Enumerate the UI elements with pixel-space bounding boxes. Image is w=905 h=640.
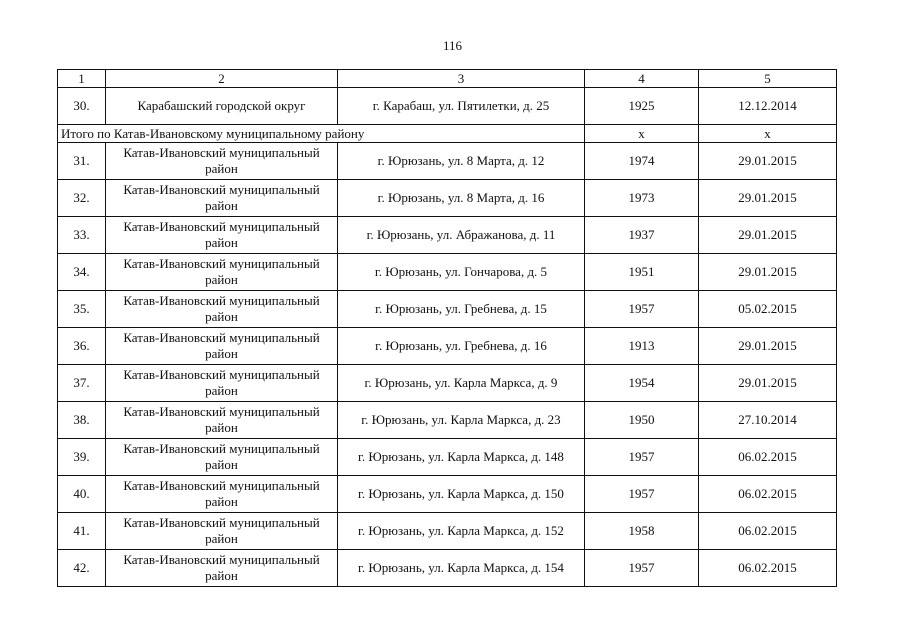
municipality-cell: Катав-Ивановский муниципальный район — [106, 550, 338, 587]
municipality-cell: Катав-Ивановский муниципальный район — [106, 402, 338, 439]
subtotal-row — [58, 125, 837, 143]
subtotal-year-cell: х — [585, 125, 699, 143]
municipality-cell: Катав-Ивановский муниципальный район — [106, 476, 338, 513]
date-cell: 27.10.2014 — [699, 402, 837, 439]
table-row — [58, 88, 837, 125]
year-cell: 1957 — [585, 439, 699, 476]
table-row — [58, 328, 837, 365]
row-number-cell: 39. — [58, 439, 106, 476]
year-cell: 1957 — [585, 476, 699, 513]
date-cell: 29.01.2015 — [699, 143, 837, 180]
address-cell: г. Юрюзань, ул. Гребнева, д. 15 — [338, 291, 585, 328]
municipality-cell: Катав-Ивановский муниципальный район — [106, 291, 338, 328]
row-number-cell: 40. — [58, 476, 106, 513]
row-number-cell: 35. — [58, 291, 106, 328]
address-cell: г. Карабаш, ул. Пятилетки, д. 25 — [338, 88, 585, 125]
year-cell: 1950 — [585, 402, 699, 439]
address-cell: г. Юрюзань, ул. Гребнева, д. 16 — [338, 328, 585, 365]
date-cell: 06.02.2015 — [699, 550, 837, 587]
row-number-cell: 31. — [58, 143, 106, 180]
row-number-cell: 33. — [58, 217, 106, 254]
column-number-4: 4 — [585, 70, 699, 88]
table-row — [58, 180, 837, 217]
municipality-cell: Катав-Ивановский муниципальный район — [106, 143, 338, 180]
column-number-2: 2 — [106, 70, 338, 88]
row-number-cell: 41. — [58, 513, 106, 550]
row-number-cell: 42. — [58, 550, 106, 587]
address-cell: г. Юрюзань, ул. 8 Марта, д. 16 — [338, 180, 585, 217]
row-number-cell: 38. — [58, 402, 106, 439]
subtotal-date-cell: х — [699, 125, 837, 143]
municipality-cell: Катав-Ивановский муниципальный район — [106, 365, 338, 402]
date-cell: 29.01.2015 — [699, 254, 837, 291]
municipality-cell: Катав-Ивановский муниципальный район — [106, 217, 338, 254]
year-cell: 1974 — [585, 143, 699, 180]
table-row — [58, 217, 837, 254]
municipality-cell: Катав-Ивановский муниципальный район — [106, 328, 338, 365]
municipality-cell: Катав-Ивановский муниципальный район — [106, 254, 338, 291]
address-cell: г. Юрюзань, ул. Гончарова, д. 5 — [338, 254, 585, 291]
date-cell: 06.02.2015 — [699, 513, 837, 550]
date-cell: 12.12.2014 — [699, 88, 837, 125]
table-row — [58, 143, 837, 180]
year-cell: 1958 — [585, 513, 699, 550]
year-cell: 1925 — [585, 88, 699, 125]
address-cell: г. Юрюзань, ул. Карла Маркса, д. 9 — [338, 365, 585, 402]
row-number-cell: 34. — [58, 254, 106, 291]
year-cell: 1913 — [585, 328, 699, 365]
date-cell: 29.01.2015 — [699, 365, 837, 402]
year-cell: 1937 — [585, 217, 699, 254]
address-cell: г. Юрюзань, ул. Карла Маркса, д. 150 — [338, 476, 585, 513]
date-cell: 29.01.2015 — [699, 328, 837, 365]
year-cell: 1957 — [585, 550, 699, 587]
date-cell: 06.02.2015 — [699, 439, 837, 476]
column-number-row — [58, 70, 837, 88]
address-cell: г. Юрюзань, ул. Карла Маркса, д. 152 — [338, 513, 585, 550]
date-cell: 05.02.2015 — [699, 291, 837, 328]
date-cell: 29.01.2015 — [699, 217, 837, 254]
table-row — [58, 550, 837, 587]
address-cell: г. Юрюзань, ул. Карла Маркса, д. 148 — [338, 439, 585, 476]
row-number-cell: 37. — [58, 365, 106, 402]
subtotal-label: Итого по Катав-Ивановскому муниципальному району — [58, 125, 585, 143]
table-body — [58, 70, 837, 587]
column-number-1: 1 — [58, 70, 106, 88]
municipality-cell: Катав-Ивановский муниципальный район — [106, 439, 338, 476]
year-cell: 1951 — [585, 254, 699, 291]
year-cell: 1973 — [585, 180, 699, 217]
row-number-cell: 30. — [58, 88, 106, 125]
municipality-cell: Карабашский городской округ — [106, 88, 338, 125]
address-cell: г. Юрюзань, ул. 8 Марта, д. 12 — [338, 143, 585, 180]
date-cell: 29.01.2015 — [699, 180, 837, 217]
address-cell: г. Юрюзань, ул. Карла Маркса, д. 23 — [338, 402, 585, 439]
year-cell: 1954 — [585, 365, 699, 402]
address-cell: г. Юрюзань, ул. Карла Маркса, д. 154 — [338, 550, 585, 587]
date-cell: 06.02.2015 — [699, 476, 837, 513]
municipality-cell: Катав-Ивановский муниципальный район — [106, 180, 338, 217]
row-number-cell: 32. — [58, 180, 106, 217]
registry-table — [57, 69, 837, 587]
table-row — [58, 439, 837, 476]
table-row — [58, 513, 837, 550]
table-row — [58, 402, 837, 439]
row-number-cell: 36. — [58, 328, 106, 365]
table-row — [58, 476, 837, 513]
table-row — [58, 365, 837, 402]
column-number-3: 3 — [338, 70, 585, 88]
municipality-cell: Катав-Ивановский муниципальный район — [106, 513, 338, 550]
year-cell: 1957 — [585, 291, 699, 328]
address-cell: г. Юрюзань, ул. Абражанова, д. 11 — [338, 217, 585, 254]
page-number: 116 — [442, 38, 463, 53]
column-number-5: 5 — [699, 70, 837, 88]
table-row — [58, 254, 837, 291]
table-row — [58, 291, 837, 328]
